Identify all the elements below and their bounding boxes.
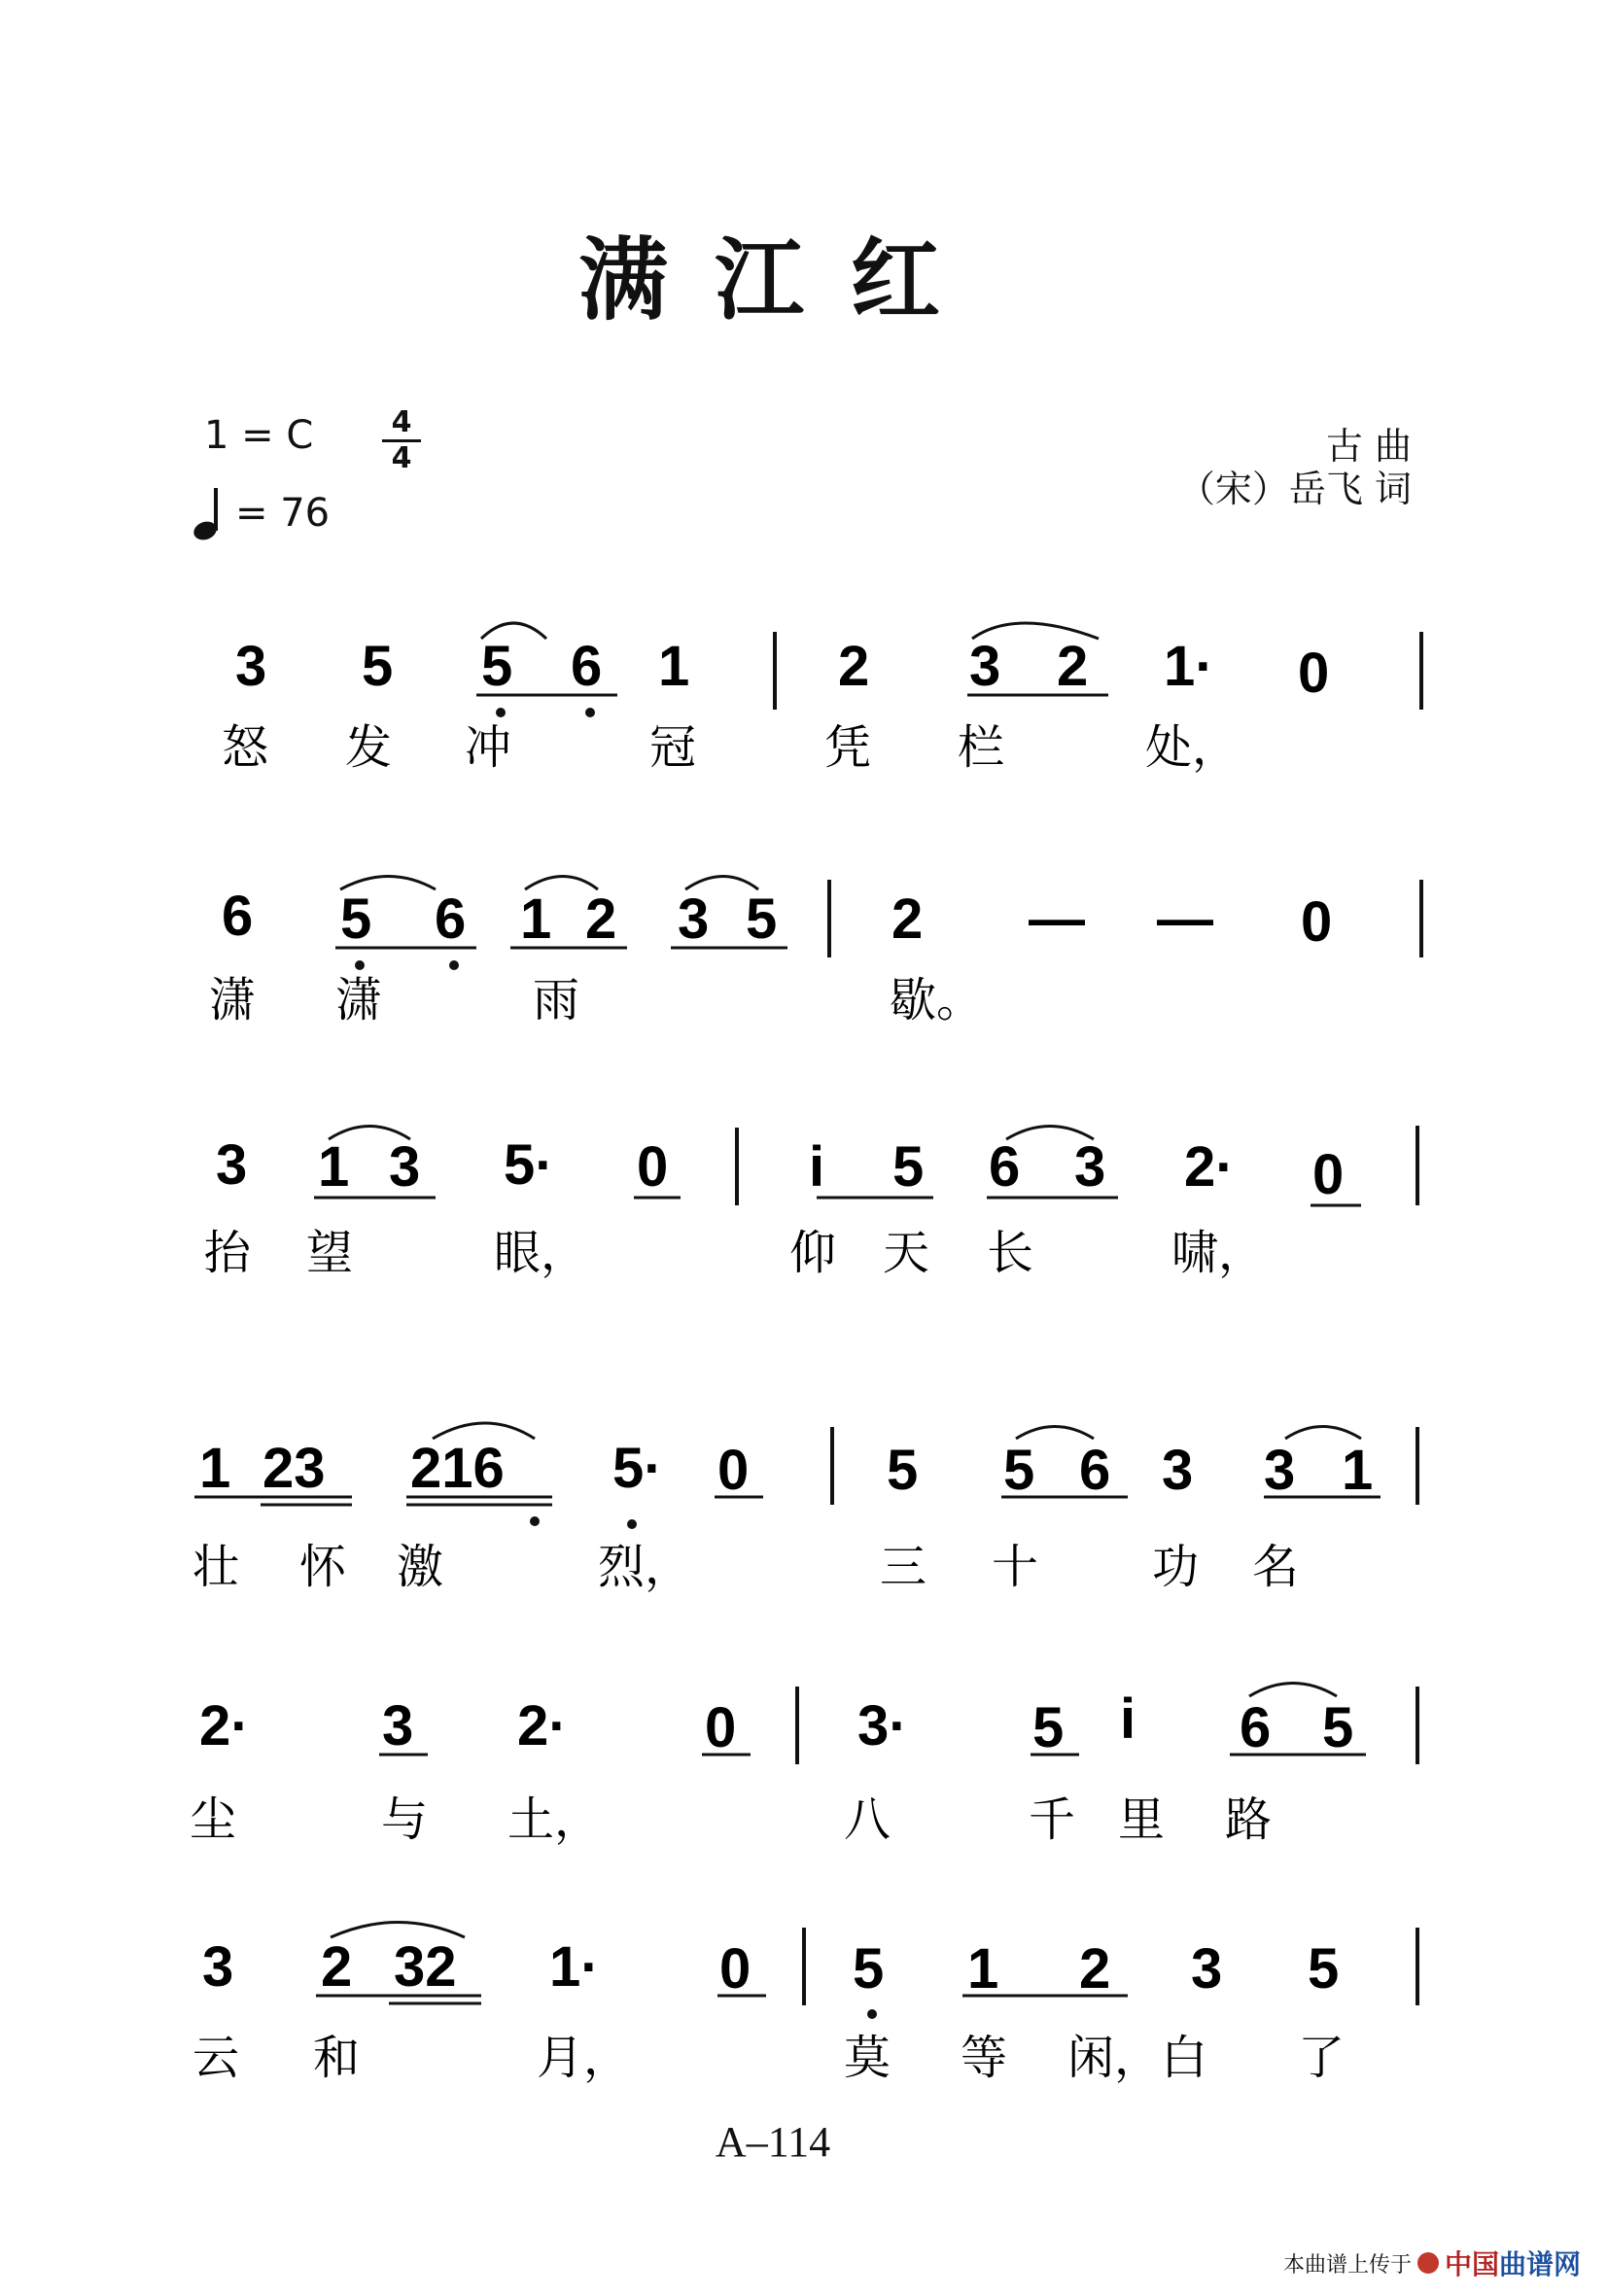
score-line-2: [209, 877, 1421, 1028]
note: 6: [435, 887, 467, 951]
lyric: 怒: [222, 720, 269, 775]
note: 3: [382, 1694, 414, 1757]
lyric: 潇: [335, 973, 383, 1027]
lyric: 了: [1298, 2031, 1346, 2085]
note: 1: [967, 1937, 999, 2000]
lyric: 莫: [844, 2031, 891, 2085]
note: 3: [389, 1135, 421, 1199]
lyric: 雨: [533, 973, 580, 1027]
note: 1: [1342, 1439, 1374, 1502]
brand-part-a: 中国: [1444, 2248, 1499, 2280]
note: 5·: [504, 1133, 554, 1197]
lyric: 啸，: [1171, 1226, 1266, 1280]
lyric: 壮: [192, 1540, 240, 1594]
note: 3·: [857, 1694, 908, 1757]
page-title: 满江红: [577, 228, 987, 332]
lyric: 怀: [299, 1540, 347, 1594]
note: 6: [222, 885, 254, 948]
note: 6: [1079, 1439, 1111, 1502]
note: 2·: [1184, 1135, 1235, 1199]
lyric: 三: [880, 1540, 927, 1594]
footer-text: 本曲谱上传于: [1282, 2252, 1412, 2278]
note: 1·: [549, 1935, 600, 1999]
note: 0: [717, 1439, 750, 1502]
note: 5: [853, 1937, 885, 2000]
lyric: 闲，白: [1067, 2031, 1208, 2085]
lyric: 云: [192, 2031, 240, 2085]
lyric: 长: [987, 1226, 1034, 1280]
note: 23: [262, 1437, 326, 1500]
page-number: A–114: [715, 2118, 831, 2166]
note: 0: [1312, 1143, 1345, 1206]
note: 1: [199, 1437, 231, 1500]
note: 5: [362, 635, 394, 698]
note: 3: [235, 635, 267, 698]
note: 6: [989, 1135, 1021, 1199]
lyric: 八: [844, 1792, 891, 1847]
site-footer: [1283, 2244, 1581, 2282]
note: —: [1029, 887, 1085, 951]
lyric: 十: [992, 1540, 1039, 1594]
note: 2: [321, 1935, 353, 1999]
lyric: 凭: [824, 720, 872, 775]
lyric: 名: [1252, 1540, 1300, 1594]
note: 0: [1301, 890, 1333, 954]
note: 2: [1057, 635, 1089, 698]
note: 2: [891, 887, 924, 951]
time-signature-bottom: 4: [391, 441, 412, 475]
score-line-6: [192, 1923, 1417, 2086]
key-signature: 1 = C: [204, 413, 314, 458]
lyric: 等: [961, 2031, 1008, 2085]
note: 6: [571, 635, 603, 698]
note: 0: [637, 1135, 669, 1199]
note: i: [809, 1135, 825, 1199]
lyric: 抬: [204, 1226, 252, 1280]
lyric: 里: [1118, 1792, 1166, 1847]
score-line-3: [204, 1126, 1417, 1280]
composer-credit: 古 曲: [1325, 425, 1412, 468]
note: 3: [969, 635, 1001, 698]
time-signature-top: 4: [391, 405, 412, 439]
note: 2: [1079, 1937, 1111, 2000]
note: 3: [678, 887, 710, 951]
lyric: 路: [1225, 1792, 1273, 1847]
note: 0: [719, 1937, 752, 2000]
note: 1: [520, 887, 552, 951]
note: 5: [887, 1439, 919, 1502]
lyric: 月，: [537, 2031, 631, 2085]
note: 3: [1162, 1439, 1194, 1502]
score-line-1: [222, 623, 1421, 775]
note: 3: [216, 1133, 248, 1197]
note: 5: [340, 887, 372, 951]
lyric: 功: [1152, 1540, 1200, 1594]
note: 5: [1308, 1937, 1340, 2000]
note: 3: [1191, 1937, 1223, 2000]
note: 216: [410, 1437, 505, 1500]
lyric: 栏: [958, 720, 1005, 775]
score-line-5: [190, 1684, 1417, 1848]
lyric: 与: [381, 1792, 429, 1847]
note: 5: [1322, 1696, 1354, 1759]
note: 5: [746, 887, 778, 951]
note: 1·: [1164, 635, 1214, 698]
score-line-4: [192, 1423, 1417, 1594]
lyric: 烈，: [598, 1540, 692, 1594]
lyric: 眼，: [494, 1226, 588, 1280]
note: 1: [658, 635, 690, 698]
lyric: 冲: [465, 720, 512, 775]
note: —: [1157, 887, 1213, 951]
lyric: 歇。: [890, 973, 984, 1027]
note: 2: [838, 635, 870, 698]
lyric: 土，: [507, 1792, 602, 1847]
lyric: 潇: [209, 973, 257, 1027]
lyricist-credit: （宋）岳飞 词: [1177, 468, 1412, 510]
lyric: 冠: [649, 720, 697, 775]
note: i: [1120, 1687, 1136, 1751]
tempo-value: = 76: [235, 491, 331, 536]
note: 2·: [517, 1694, 568, 1757]
note: 32: [394, 1935, 457, 1999]
note: 2: [585, 887, 617, 951]
note: 5: [892, 1135, 925, 1199]
note: 1: [318, 1135, 350, 1199]
lyric: 和: [313, 2031, 361, 2085]
note: 2·: [199, 1694, 250, 1757]
note: 3: [1264, 1439, 1296, 1502]
note: 5·: [612, 1437, 663, 1500]
site-brand[interactable]: [1445, 2244, 1581, 2282]
lyric: 尘: [190, 1792, 237, 1847]
lyric: 发: [345, 720, 393, 775]
note: 5: [1032, 1696, 1065, 1759]
lyric: 千: [1029, 1792, 1076, 1847]
site-logo-icon: [1417, 2252, 1439, 2274]
note: 0: [705, 1696, 737, 1759]
note: 3: [1074, 1135, 1106, 1199]
lyric: 仰: [789, 1226, 837, 1280]
lyric: 望: [306, 1226, 354, 1280]
note: 0: [1298, 642, 1330, 705]
brand-part-b: 曲谱网: [1498, 2248, 1581, 2280]
note: 5: [1003, 1439, 1035, 1502]
lyric: 天: [883, 1226, 930, 1280]
note: 6: [1240, 1696, 1272, 1759]
note: 5: [481, 635, 513, 698]
lyric: 激: [397, 1540, 444, 1594]
lyric: 处，: [1145, 720, 1240, 775]
note: 3: [202, 1935, 234, 1999]
